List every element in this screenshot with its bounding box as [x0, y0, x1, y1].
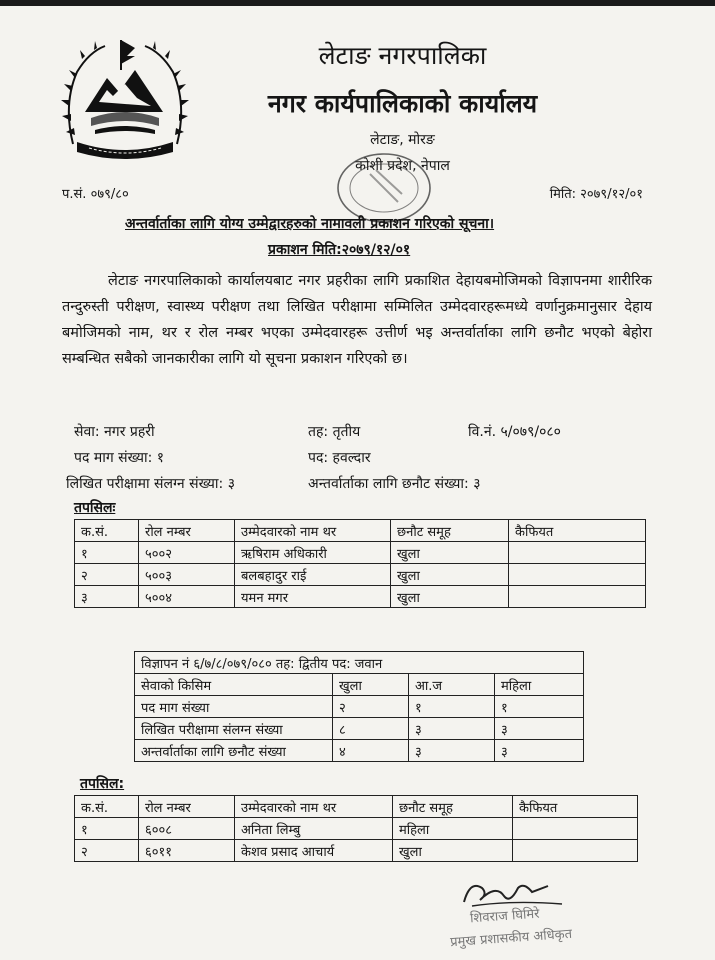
table-row — [75, 840, 638, 862]
cell-name: अनिता लिम्बु — [235, 818, 393, 840]
col-group: छनौट समूह — [391, 520, 509, 542]
cell-sn: ३ — [75, 586, 139, 608]
notice-date: मिति: २०७९/१२/०१ — [549, 187, 643, 202]
cell-sn: २ — [75, 564, 139, 586]
table-header-row — [75, 520, 646, 542]
table-row — [75, 542, 646, 564]
cell-group: खुला — [391, 564, 509, 586]
col-sn: क.सं. — [75, 796, 139, 818]
notice-body — [62, 268, 652, 372]
cell-women: १ — [495, 696, 584, 718]
publish-date: प्रकाशन मिति:२०७९/१२/०१ — [268, 242, 411, 258]
cell-label: लिखित परीक्षामा संलग्न संख्या — [135, 718, 333, 740]
service-info: सेवा: नगर प्रहरी — [74, 424, 155, 440]
table-header-row — [75, 796, 638, 818]
org-name: लेटाङ नगरपालिका — [318, 41, 487, 70]
cell-name: यमन मगर — [235, 586, 391, 608]
col-group: छनौट समूह — [393, 796, 513, 818]
office-location: लेटाङ, मोरङ — [370, 132, 435, 148]
signatory-title: प्रमुख प्रशासकीय अधिकृत — [449, 926, 573, 951]
cell-group: महिला — [393, 818, 513, 840]
summary-title: विज्ञापन नं ६/७/८/०७९/०८० तह: द्वितीय पद: जवान — [135, 652, 584, 674]
cell-women: ३ — [495, 740, 584, 762]
cell-roll: ६०११ — [139, 840, 235, 862]
col-indigenous: आ.ज — [409, 674, 495, 696]
cell-sn: १ — [75, 542, 139, 564]
details-label-2: तपसिल: — [80, 776, 125, 792]
cell-remarks — [509, 542, 646, 564]
cell-indigenous: ३ — [409, 718, 495, 740]
summary-header-row — [135, 674, 584, 696]
summary-title-row — [135, 652, 584, 674]
vacancy-summary-table — [134, 651, 584, 762]
level-info: तह: तृतीय — [308, 424, 361, 440]
col-name: उम्मेदवारको नाम थर — [235, 520, 391, 542]
cell-group: खुला — [391, 542, 509, 564]
office-province: कोशी प्रदेश, नेपाल — [355, 158, 450, 174]
cell-women: ३ — [495, 718, 584, 740]
cell-group: खुला — [393, 840, 513, 862]
table-row — [135, 740, 584, 762]
table-row — [75, 818, 638, 840]
cell-roll: ५००२ — [139, 542, 235, 564]
cell-roll: ५००३ — [139, 564, 235, 586]
cell-name: ऋषिराम अधिकारी — [235, 542, 391, 564]
ad-number: वि.नं. ५/०७९/०८० — [468, 424, 561, 440]
cell-remarks — [513, 840, 638, 862]
col-roll: रोल नम्बर — [139, 520, 235, 542]
cell-open: २ — [333, 696, 409, 718]
cell-sn: २ — [75, 840, 139, 862]
table-row — [135, 718, 584, 740]
office-name: नगर कार्यपालिकाको कार्यालय — [267, 89, 538, 118]
written-exam-count: लिखित परीक्षामा संलग्न संख्या: ३ — [66, 476, 235, 492]
col-roll: रोल नम्बर — [139, 796, 235, 818]
details-label-1: तपसिलः — [74, 500, 116, 516]
posts-demand: पद माग संख्या: १ — [74, 450, 165, 466]
cell-sn: १ — [75, 818, 139, 840]
candidates-table-1 — [74, 519, 646, 608]
cell-name: केशव प्रसाद आचार्य — [235, 840, 393, 862]
shortlisted-count: अन्तर्वार्ताका लागि छनौट संख्या: ३ — [308, 476, 481, 492]
reference-number: प.सं. ०७९/८० — [62, 187, 129, 202]
col-women: महिला — [495, 674, 584, 696]
cell-roll: ६००८ — [139, 818, 235, 840]
col-sn: क.सं. — [75, 520, 139, 542]
notice-body-text: लेटाङ नगरपालिकाको कार्यालयबाट नगर प्रहरीका लागि प्रकाशित देहायबमोजिमको विज्ञापनमा शारीरिक तन्दुरुस्ती परीक्षण, स्वास्थ्य परीक्षण तथा लिखित परीक्षामा सम्मिलित उम्मेदवारहरूमध्ये वर्णानुक्रमानुसार देहाय बमोजिमको नाम, थर र रोल नम्बर भएका उम्मेदवारहरू उत्तीर्ण भइ अन्तर्वार्ताका लागि छनौट भएको बेहोरा सम्बन्धित सबैको जानकारीका लागि यो सूचना प्रकाशन गरिएको छ। — [62, 273, 652, 367]
cell-open: ८ — [333, 718, 409, 740]
table-row — [75, 586, 646, 608]
col-remarks: कैफियत — [513, 796, 638, 818]
col-open: खुला — [333, 674, 409, 696]
candidates-table-2 — [74, 795, 638, 862]
cell-remarks — [513, 818, 638, 840]
cell-name: बलबहादुर राई — [235, 564, 391, 586]
notice-subject: अन्तर्वार्ताका लागि योग्य उम्मेद्वारहरुको नामावली प्रकाशन गरिएको सूचना। — [125, 216, 495, 232]
cell-roll: ५००४ — [139, 586, 235, 608]
signatory-name: शिवराज घिमिरे — [469, 906, 540, 927]
cell-label: पद माग संख्या — [135, 696, 333, 718]
post-name: पद: हवल्दार — [308, 450, 371, 466]
cell-remarks — [509, 564, 646, 586]
col-service-type: सेवाको किसिम — [135, 674, 333, 696]
cell-group: खुला — [391, 586, 509, 608]
cell-remarks — [509, 586, 646, 608]
cell-open: ४ — [333, 740, 409, 762]
cell-indigenous: १ — [409, 696, 495, 718]
col-remarks: कैफियत — [509, 520, 646, 542]
cell-label: अन्तर्वार्ताका लागि छनौट संख्या — [135, 740, 333, 762]
table-row — [135, 696, 584, 718]
notice-page — [0, 6, 715, 960]
cell-indigenous: ३ — [409, 740, 495, 762]
col-name: उम्मेदवारको नाम थर — [235, 796, 393, 818]
table-row — [75, 564, 646, 586]
